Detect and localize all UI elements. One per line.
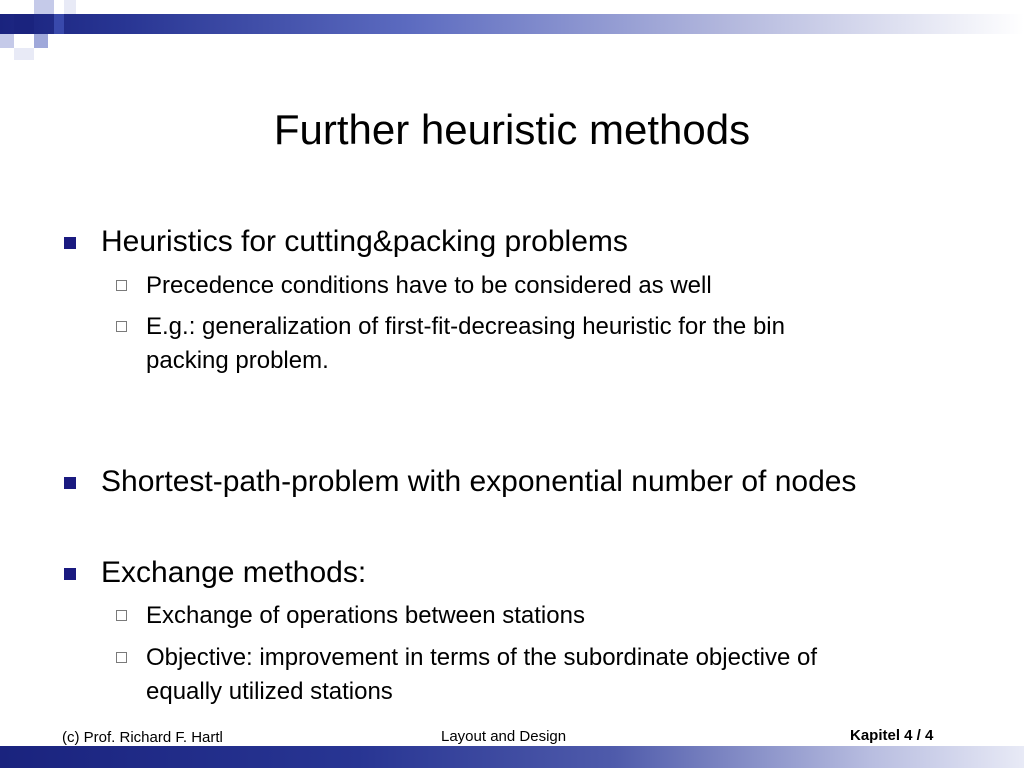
sub-bullet-box — [116, 321, 127, 332]
bullet-text: Shortest-path-problem with exponential number of nodes — [101, 465, 857, 498]
slide-title: Further heuristic methods — [273, 106, 751, 153]
sub-bullet-box — [116, 610, 127, 621]
sub-bullet-text: Exchange of operations between stations — [146, 602, 585, 629]
footer-gradient-bar — [0, 746, 1024, 768]
bullet-square — [64, 477, 76, 489]
sub-bullet-text-continued: packing problem. — [146, 347, 329, 374]
header-square-small — [14, 48, 34, 60]
header-square-mid — [34, 34, 48, 48]
footer-author: (c) Prof. Richard F. Hartl — [62, 729, 223, 746]
header-square-light — [34, 0, 54, 14]
sub-bullet-text: Objective: improvement in terms of the subordinate objective of — [146, 644, 817, 671]
header-square-small — [64, 0, 76, 14]
footer-chapter: Kapitel 4 / 4 — [850, 727, 934, 744]
bullet-square — [64, 568, 76, 580]
sub-bullet-box — [116, 280, 127, 291]
header-gradient-bar — [0, 14, 1024, 34]
sub-bullet-text: E.g.: generalization of first-fit-decreasing heuristic for the bin — [146, 313, 785, 340]
sub-bullet-box — [116, 652, 127, 663]
bullet-text: Heuristics for cutting&packing problems — [101, 225, 628, 258]
sub-bullet-text-continued: equally utilized stations — [146, 678, 393, 705]
sub-bullet-text: Precedence conditions have to be considered as well — [146, 272, 712, 299]
bullet-text: Exchange methods: — [101, 556, 367, 589]
footer-course: Layout and Design — [441, 728, 567, 745]
header-square-light — [0, 34, 14, 48]
header-square-dark — [14, 14, 34, 34]
header-square-small — [54, 14, 64, 34]
bullet-square — [64, 237, 76, 249]
